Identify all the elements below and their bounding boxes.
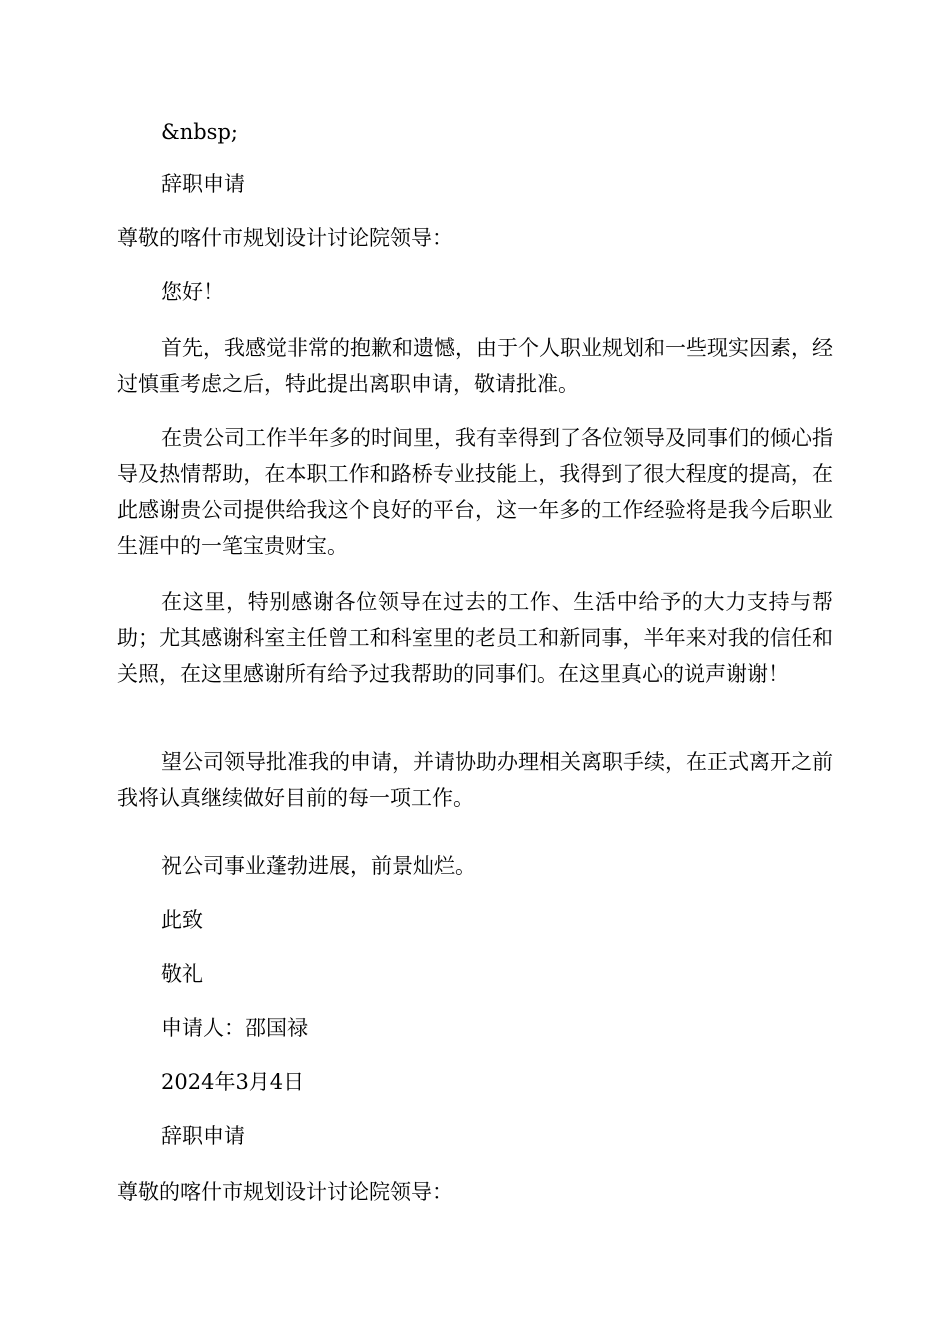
paragraph-2: 在贵公司工作半年多的时间里，我有幸得到了各位领导及同事们的倾心指导及热情帮助，在本职工作和路桥专业技能上，我得到了很大程度的提高，在此感谢贵公司提供给我这个良好的平台，这一年多的工作经验将是我今后职业生涯中的一笔宝贵财宝。 <box>117 426 833 558</box>
top-text: &nbsp; <box>161 120 238 144</box>
applicant-line: 申请人：邵国禄 <box>161 1016 308 1040</box>
paragraph-4: 望公司领导批准我的申请，并请协助办理相关离职手续，在正式离开之前我将认真继续做好目前的每一项工作。 <box>117 750 833 810</box>
greeting: 您好！ <box>161 280 224 304</box>
paragraph-3: 在这里，特别感谢各位领导在过去的工作、生活中给予的大力支持与帮助；尤其感谢科室主任曾工和科室里的老员工和新同事，半年来对我的信任和关照，在这里感谢所有给予过我帮助的同事们。在这里真心的说声谢谢！ <box>117 590 833 686</box>
wish-line: 祝公司事业蓬勃进展，前景灿烂。 <box>161 854 476 878</box>
paragraph-1: 首先，我感觉非常的抱歉和遗憾，由于个人职业规划和一些现实因素，经过慎重考虑之后，特此提出离职申请，敬请批准。 <box>117 336 833 396</box>
salutation: 尊敬的喀什市规划设计讨论院领导： <box>117 226 453 250</box>
closing-ci-zhi: 此致 <box>161 908 203 932</box>
salutation-repeat: 尊敬的喀什市规划设计讨论院领导： <box>117 1180 453 1204</box>
document-title: 辞职申请 <box>161 172 245 196</box>
document-title-repeat: 辞职申请 <box>161 1124 245 1148</box>
closing-jing-li: 敬礼 <box>161 962 203 986</box>
date-line: 2024年3月4日 <box>161 1070 305 1094</box>
